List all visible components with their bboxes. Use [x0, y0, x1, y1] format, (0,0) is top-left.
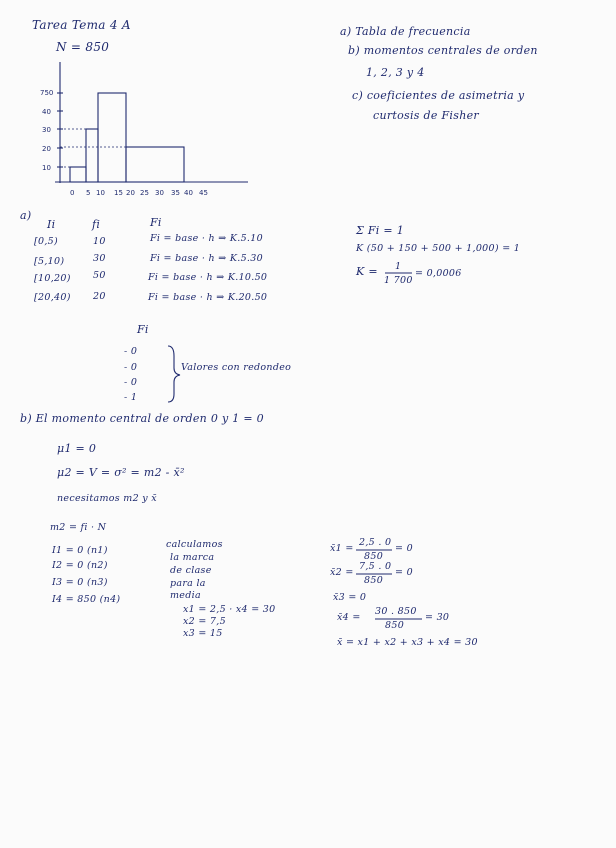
- col-header-density: Fi: [150, 216, 162, 229]
- sum-equation: Σ Fi = 1: [356, 224, 405, 237]
- table-row-interval: [20,40): [34, 292, 71, 303]
- moment-definition: m2 = fi · N: [50, 522, 107, 533]
- table-row-frequency: 50: [93, 270, 106, 281]
- xbar4-label: x̄4 =: [337, 612, 361, 623]
- x-value: I1 = 0 (n1): [52, 545, 108, 556]
- x-tick-label: 30: [155, 189, 164, 197]
- table-row-interval: [10,20): [34, 273, 71, 284]
- page-title: Tarea Tema 4 A: [32, 18, 131, 32]
- x-tick-label: 45: [199, 189, 208, 197]
- fi-note: Valores con redondeo: [181, 362, 292, 373]
- moment-1: μ1 = 0: [57, 442, 97, 455]
- k-equation: K (50 + 150 + 500 + 1,000) = 1: [356, 243, 521, 254]
- xbar1-label: x̄1 =: [330, 543, 354, 554]
- calc-note: calculamos: [166, 539, 223, 550]
- y-tick-label: 10: [42, 164, 51, 172]
- part-a-label: a): [20, 209, 32, 222]
- y-tick-label: 750: [40, 89, 54, 97]
- x-tick-label: 5: [86, 189, 91, 197]
- table-row-note: Fi = base · h ⇒ K.10.50: [148, 272, 268, 283]
- xbar4-denominator: 850: [385, 620, 405, 631]
- fi-value: - 1: [124, 392, 138, 403]
- task-b: b) momentos centrales de orden: [348, 44, 538, 57]
- x-value: I4 = 850 (n4): [52, 594, 121, 605]
- xbar1-numerator: 2,5 . 0: [359, 537, 392, 548]
- x-value: I2 = 0 (n2): [52, 560, 108, 571]
- table-row-note: Fi = base · h ⇒ K.5.30: [150, 253, 263, 264]
- xbar2-denominator: 850: [364, 575, 384, 586]
- bar-5-10: [86, 129, 98, 182]
- calc-note: media: [170, 590, 201, 601]
- sample-size: N = 850: [56, 40, 110, 54]
- y-tick-label: 30: [42, 126, 51, 134]
- bar-0-5: [70, 167, 86, 182]
- x-tick-label: 35: [171, 189, 180, 197]
- table-row-frequency: 30: [93, 253, 106, 264]
- x-tick-label: 10: [96, 189, 105, 197]
- col-header-interval: Ii: [47, 218, 56, 231]
- bar-10-20: [98, 93, 126, 182]
- brace-icon: [168, 346, 180, 402]
- task-c-cont: curtosis de Fisher: [373, 109, 479, 122]
- class-mark: x1 = 2,5 · x4 = 30: [183, 604, 276, 615]
- table-row-frequency: 10: [93, 236, 106, 247]
- table-row-frequency: 20: [93, 291, 106, 302]
- task-b-orders: 1, 2, 3 y 4: [366, 66, 425, 79]
- y-tick-label: 40: [42, 108, 51, 116]
- table-row-interval: [0,5): [34, 236, 59, 247]
- x-tick-label: 0: [70, 189, 75, 197]
- task-a: a) Tabla de frecuencia: [340, 25, 471, 38]
- calc-note: para la: [170, 578, 206, 589]
- class-mark: x2 = 7,5: [183, 616, 226, 627]
- xbar2-result: = 0: [395, 567, 413, 578]
- task-c: c) coeficientes de asimetria y: [352, 89, 525, 102]
- xbar4-numerator: 30 . 850: [375, 606, 417, 617]
- xbar-total: x̄ = x1 + x2 + x3 + x4 = 30: [337, 637, 478, 648]
- k-label: K =: [356, 265, 378, 278]
- xbar3: x̄3 = 0: [333, 592, 367, 603]
- calc-note: de clase: [170, 565, 212, 576]
- x-tick-label: 15: [114, 189, 123, 197]
- xbar2-label: x̄2 =: [330, 567, 354, 578]
- xbar2-numerator: 7,5 . 0: [359, 561, 392, 572]
- col-header-frequency: fi: [92, 218, 101, 231]
- k-denominator: 1 700: [384, 275, 413, 286]
- xbar4-result: = 30: [425, 612, 450, 623]
- moment-2: μ2 = V = σ² = m2 - x̄²: [57, 466, 185, 479]
- table-row-note: Fi = base · h ⇒ K.20.50: [148, 292, 268, 303]
- x-tick-label: 20: [126, 189, 135, 197]
- bar-20-40: [126, 147, 184, 182]
- k-value: = 0,0006: [415, 268, 462, 279]
- fi-value: - 0: [124, 362, 138, 373]
- x-value: I3 = 0 (n3): [52, 577, 108, 588]
- xbar1-denominator: 850: [364, 551, 384, 562]
- fi-value: - 0: [124, 346, 138, 357]
- xbar1-result: = 0: [395, 543, 413, 554]
- x-tick-label: 40: [184, 189, 193, 197]
- fi-value: - 0: [124, 377, 138, 388]
- class-mark: x3 = 15: [183, 628, 223, 639]
- x-tick-label: 25: [140, 189, 149, 197]
- part-b-statement: b) El momento central de orden 0 y 1 = 0: [20, 412, 264, 425]
- need-note: necesitamos m2 y x̄: [57, 493, 157, 504]
- table-row-note: Fi = base · h ⇒ K.5.10: [150, 233, 263, 244]
- y-tick-label: 20: [42, 145, 51, 153]
- fi-header: Fi: [137, 323, 149, 336]
- calc-note: la marca: [170, 552, 215, 563]
- table-row-interval: [5,10): [34, 256, 65, 267]
- k-numerator: 1: [395, 261, 402, 272]
